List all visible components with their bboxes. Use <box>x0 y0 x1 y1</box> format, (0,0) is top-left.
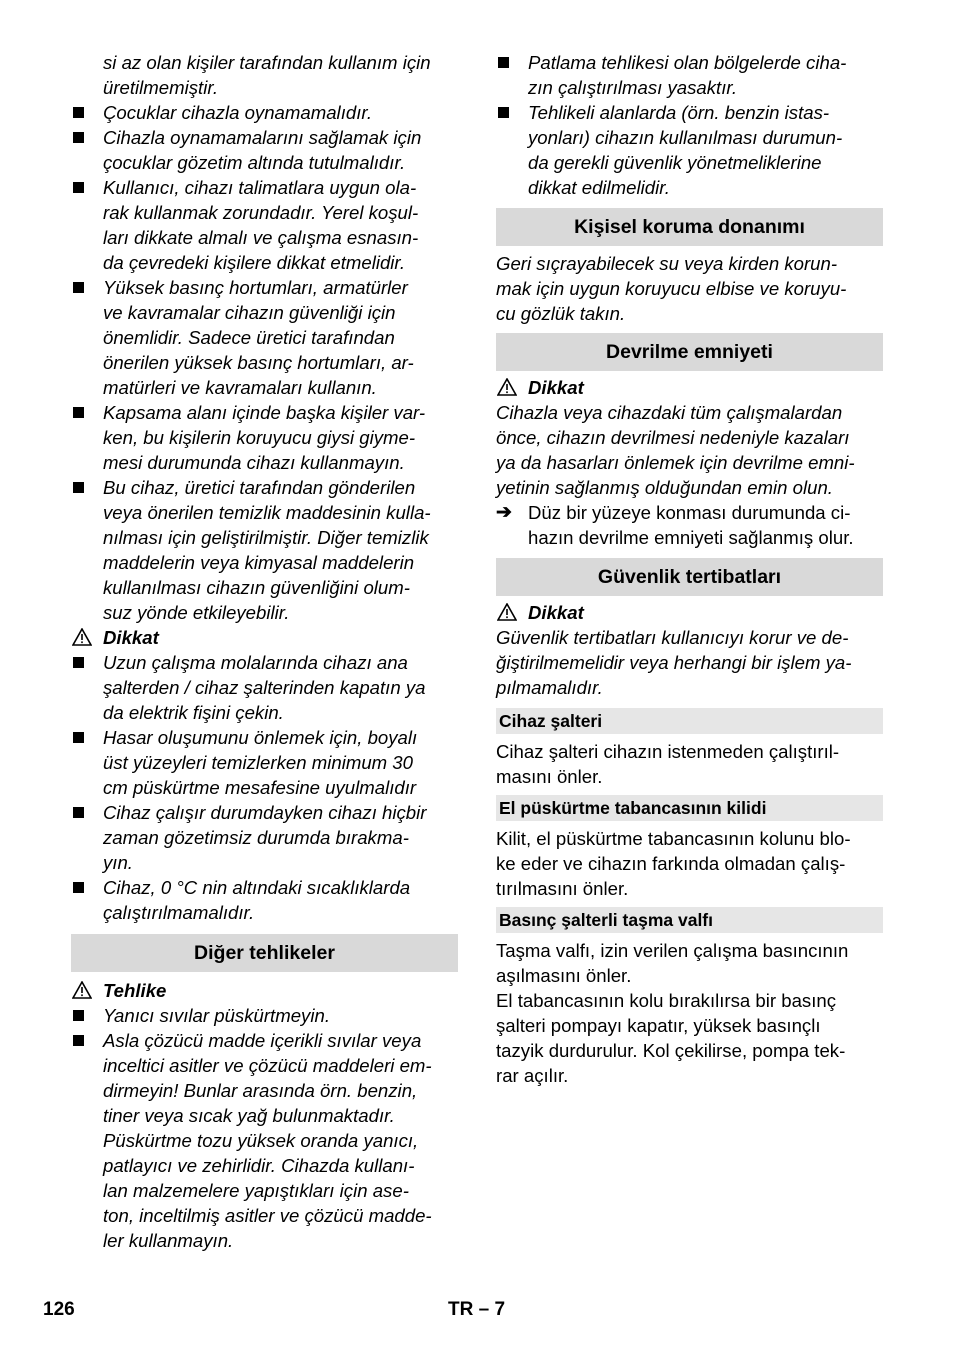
text-line: da gerekli güvenlik yönetmeliklerine <box>528 152 822 173</box>
bullet-list <box>71 100 458 625</box>
text-line: Cihaz şalteri cihazın istenmeden çalıştırıl- <box>496 741 840 762</box>
language-page-label: TR – 7 <box>448 1299 506 1320</box>
square-bullet-icon <box>73 882 84 893</box>
text-line: rar açılır. <box>496 1065 569 1086</box>
text-line: rak kullanmak zorundadır. Yerel koşul- <box>103 202 419 223</box>
text-line: şalteri pompayı kapatır, yüksek basınçlı <box>496 1015 821 1036</box>
text-line: ke eder ve cihazın farkında olmadan çalış- <box>496 853 846 874</box>
text-line: cm püskürtme mesafesine uyulmalıdır <box>103 777 417 798</box>
right-column <box>496 50 883 1088</box>
list-item <box>71 100 458 125</box>
subsection-heading: Cihaz şalteri <box>496 708 883 734</box>
square-bullet-icon <box>73 807 84 818</box>
text-line: şalterden / cihaz şalterinden kapatın ya <box>103 677 426 698</box>
text-line: çocuklar gözetim altında tutulmalıdır. <box>103 152 406 173</box>
list-item <box>496 100 883 200</box>
text-line: nılması için geliştirilmiştir. Diğer temizlik <box>103 527 429 548</box>
text-line: maddelerin veya kimyasal maddelerin <box>103 552 415 573</box>
switch-paragraph <box>496 739 883 789</box>
section-heading: Kişisel koruma donanımı <box>496 208 883 246</box>
warning-triangle-icon <box>497 378 517 396</box>
text-line: tırılmasını önler. <box>496 878 629 899</box>
square-bullet-icon <box>73 407 84 418</box>
text-line: patlayıcı ve zehirlidir. Cihazda kullanı- <box>103 1155 415 1176</box>
page-number: 126 <box>43 1299 75 1320</box>
text-line: ğiştirilmemelidir veya herhangi bir işlem ya- <box>496 652 852 673</box>
text-line: da çevredeki kişilere dikkat etmelidir. <box>103 252 406 273</box>
text-line: dirmeyin! Bunlar arasında örn. benzin, <box>103 1080 418 1101</box>
text-line: Taşma valfı, izin verilen çalışma basıncının <box>496 940 849 961</box>
text-line: ya da hasarları önlemek için devrilme emni- <box>496 452 855 473</box>
square-bullet-icon <box>73 282 84 293</box>
text-line: Cihaz çalışır durumdayken cihazı hiçbir <box>103 802 427 823</box>
bullet-list <box>496 50 883 200</box>
text-line: Püskürtme tozu yüksek oranda yanıcı, <box>103 1130 419 1151</box>
action-item <box>496 500 883 550</box>
list-item <box>496 50 883 100</box>
left-column <box>71 50 458 1253</box>
text-line: kullanılması cihazın güvenliğini olum- <box>103 577 410 598</box>
list-item <box>71 875 458 925</box>
text-line: inceltici asitler ve çözücü maddeleri em- <box>103 1055 432 1076</box>
text-line: ları dikkate almalı ve çalışma esnasın- <box>103 227 419 248</box>
warning-label: Tehlike <box>103 980 167 1001</box>
lock-paragraph <box>496 826 883 901</box>
list-item <box>71 275 458 400</box>
list-item <box>71 175 458 275</box>
text-line: aşılmasını önler. <box>496 965 632 986</box>
text-line: masını önler. <box>496 766 603 787</box>
text-line: lan malzemelere yapıştıkları için ase- <box>103 1180 409 1201</box>
text-line: Yüksek basınç hortumları, armatürler <box>103 277 408 298</box>
warning-label: Dikkat <box>528 377 584 398</box>
text-line: ve kavramalar cihazın güvenliği için <box>103 302 396 323</box>
valve-paragraph <box>496 938 883 1088</box>
square-bullet-icon <box>73 132 84 143</box>
intro-paragraph <box>71 50 458 100</box>
text-line: yonları) cihazın kullanılması durumun- <box>528 127 843 148</box>
section-heading: Devrilme emniyeti <box>496 333 883 371</box>
text-line: da elektrik fişini çekin. <box>103 702 284 723</box>
text-line: yın. <box>103 852 133 873</box>
square-bullet-icon <box>73 107 84 118</box>
text-line: tazyik durdurulur. Kol çekilirse, pompa tek- <box>496 1040 846 1061</box>
text-line: üst yüzeyleri temizlerken minimum 30 <box>103 752 413 773</box>
list-item <box>71 125 458 175</box>
section-heading: Güvenlik tertibatları <box>496 558 883 596</box>
bullet-list <box>71 1003 458 1253</box>
text-line: Asla çözücü madde içerikli sıvılar veya <box>103 1030 422 1051</box>
square-bullet-icon <box>73 657 84 668</box>
text-line: Çocuklar cihazla oynamamalıdır. <box>103 102 373 123</box>
warning-note <box>496 375 883 400</box>
square-bullet-icon <box>73 182 84 193</box>
text-line: pılmamalıdır. <box>496 677 603 698</box>
text-line: önemlidir. Sadece üretici tarafından <box>103 327 395 348</box>
text-line: önce, cihazın devrilmesi nedeniyle kazaları <box>496 427 850 448</box>
text-line: si az olan kişiler tarafından kullanım için <box>103 52 431 73</box>
text-line: Uzun çalışma molalarında cihazı ana <box>103 652 408 673</box>
warning-triangle-icon <box>72 981 92 999</box>
square-bullet-icon <box>498 107 509 118</box>
warning-label: Dikkat <box>528 602 584 623</box>
section-heading: Diğer tehlikeler <box>71 934 458 972</box>
text-line: matürleri ve kavramaları kullanın. <box>103 377 377 398</box>
text-line: Bu cihaz, üretici tarafından gönderilen <box>103 477 416 498</box>
square-bullet-icon <box>73 1010 84 1021</box>
list-item <box>71 800 458 875</box>
text-line: dikkat edilmelidir. <box>528 177 670 198</box>
text-line: çalıştırılmamalıdır. <box>103 902 255 923</box>
text-line: önerilen yüksek basınç hortumları, ar- <box>103 352 414 373</box>
text-line: zaman gözetimsiz durumda bırakma- <box>103 827 409 848</box>
list-item <box>71 475 458 625</box>
warning-triangle-icon <box>72 628 92 646</box>
text-line: Kullanıcı, cihazı talimatlara uygun ola- <box>103 177 417 198</box>
bullet-list <box>71 650 458 925</box>
tip-paragraph <box>496 400 883 500</box>
text-line: ton, inceltilmiş asitler ve çözücü madde- <box>103 1205 432 1226</box>
text-line: tiner veya sıcak yağ bulunmaktadır. <box>103 1105 395 1126</box>
warning-label: Dikkat <box>103 627 159 648</box>
warning-note <box>71 625 458 650</box>
text-line: Kapsama alanı içinde başka kişiler var- <box>103 402 426 423</box>
list-item <box>71 400 458 475</box>
warning-note <box>71 978 458 1003</box>
text-line: Cihazla veya cihazdaki tüm çalışmalardan <box>496 402 843 423</box>
text-line: cu gözlük takın. <box>496 303 626 324</box>
text-line: Cihazla oynamamalarını sağlamak için <box>103 127 422 148</box>
subsection-heading: Basınç şalterli taşma valfı <box>496 907 883 933</box>
text-line: mak için uygun koruyucu elbise ve koruyu- <box>496 278 847 299</box>
arrow-right-icon: ➔ <box>496 502 512 523</box>
text-line: Tehlikeli alanlarda (örn. benzin istas- <box>528 102 830 123</box>
text-line: ler kullanmayın. <box>103 1230 234 1251</box>
subsection-heading: El püskürtme tabancasının kilidi <box>496 795 883 821</box>
text-line: Patlama tehlikesi olan bölgelerde ciha- <box>528 52 847 73</box>
text-line: Cihaz, 0 °C nin altındaki sıcaklıklarda <box>103 877 411 898</box>
warning-triangle-icon <box>497 603 517 621</box>
list-item <box>71 1003 458 1028</box>
text-line: Güvenlik tertibatları kullanıcıyı korur ve de- <box>496 627 849 648</box>
text-line: Geri sıçrayabilecek su veya kirden korun- <box>496 253 838 274</box>
list-item <box>71 650 458 725</box>
text-line: El tabancasının kolu bırakılırsa bir basınç <box>496 990 837 1011</box>
square-bullet-icon <box>73 732 84 743</box>
list-item <box>71 725 458 800</box>
square-bullet-icon <box>73 1035 84 1046</box>
text-line: üretilmemiştir. <box>103 77 219 98</box>
ppe-paragraph <box>496 251 883 326</box>
list-item <box>71 1028 458 1253</box>
text-line: Hasar oluşumunu önlemek için, boyalı <box>103 727 418 748</box>
text-line: ken, bu kişilerin koruyucu giysi giyme- <box>103 427 416 448</box>
text-line: Kilit, el püskürtme tabancasının kolunu blo- <box>496 828 851 849</box>
text-line: veya önerilen temizlik maddesinin kulla- <box>103 502 431 523</box>
text-line: zın çalıştırılması yasaktır. <box>528 77 738 98</box>
safety-paragraph <box>496 625 883 700</box>
text-line: suz yönde etkileyebilir. <box>103 602 290 623</box>
text-line: hazın devrilme emniyeti sağlanmış olur. <box>528 527 854 548</box>
warning-note <box>496 600 883 625</box>
text-line: Yanıcı sıvılar püskürtmeyin. <box>103 1005 330 1026</box>
text-line: yetinin sağlanmış olduğundan emin olun. <box>496 477 833 498</box>
text-line: mesi durumunda cihazı kullanmayın. <box>103 452 405 473</box>
square-bullet-icon <box>498 57 509 68</box>
text-line: Düz bir yüzeye konması durumunda ci- <box>528 502 851 523</box>
square-bullet-icon <box>73 482 84 493</box>
